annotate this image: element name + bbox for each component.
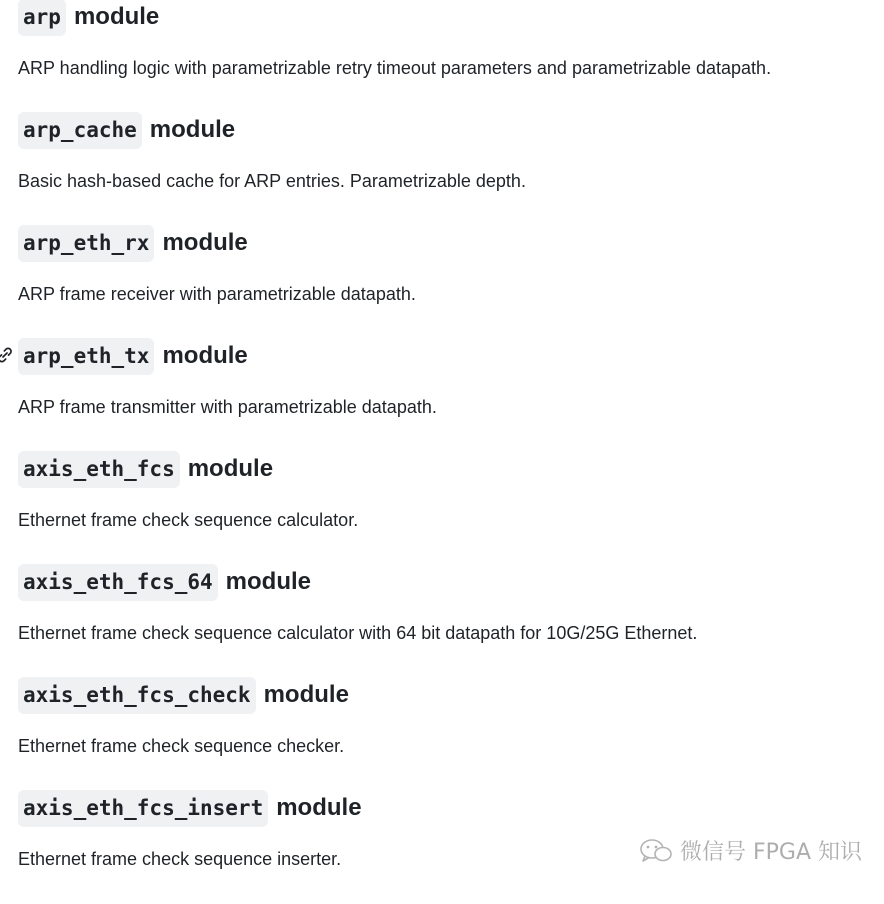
section-heading[interactable] bbox=[18, 791, 362, 825]
section-description: ARP handling logic with parametrizable retry timeout parameters and parametrizable datapath. bbox=[18, 58, 772, 78]
module-name-code: arp_eth_rx bbox=[18, 225, 154, 262]
module-name-code: arp_cache bbox=[18, 112, 142, 149]
heading-suffix: module bbox=[187, 455, 274, 482]
section-axis-eth-fcs-check bbox=[18, 678, 878, 791]
link-icon[interactable] bbox=[0, 346, 14, 364]
section-description: Ethernet frame check sequence calculator. bbox=[18, 510, 359, 530]
section-description: Basic hash-based cache for ARP entries. Parametrizable depth. bbox=[18, 171, 526, 191]
heading-suffix: module bbox=[162, 229, 248, 256]
section-description: Ethernet frame check sequence checker. bbox=[18, 736, 345, 756]
section-description: ARP frame transmitter with parametrizable datapath. bbox=[18, 397, 437, 417]
watermark bbox=[638, 835, 862, 866]
section-description: Ethernet frame check sequence calculator with 64 bit datapath for 10G/25G Ethernet. bbox=[18, 623, 698, 643]
module-name-code: axis_eth_fcs_check bbox=[18, 677, 256, 714]
module-name-code: axis_eth_fcs_insert bbox=[18, 790, 268, 827]
watermark-text: 微信号 FPGA 知识 bbox=[679, 840, 862, 865]
heading-suffix: module bbox=[73, 3, 160, 30]
heading-suffix: module bbox=[162, 342, 248, 369]
section-axis-eth-fcs-64 bbox=[18, 565, 878, 678]
section-heading[interactable] bbox=[18, 339, 248, 373]
module-name-code: arp_eth_tx bbox=[18, 338, 154, 375]
section-heading[interactable] bbox=[18, 678, 349, 712]
section-description: ARP frame receiver with parametrizable datapath. bbox=[18, 284, 416, 304]
section-heading[interactable] bbox=[18, 226, 248, 260]
heading-suffix: module bbox=[149, 116, 236, 143]
section-heading[interactable] bbox=[18, 113, 235, 147]
section-arp-eth-tx bbox=[18, 339, 878, 452]
module-name-code: axis_eth_fcs bbox=[18, 451, 180, 488]
section-axis-eth-fcs bbox=[18, 452, 878, 565]
wechat-icon bbox=[638, 837, 674, 865]
module-name-code: axis_eth_fcs_64 bbox=[18, 564, 218, 601]
section-heading[interactable] bbox=[18, 565, 311, 599]
heading-suffix: module bbox=[276, 794, 362, 821]
heading-suffix: module bbox=[263, 681, 349, 708]
module-name-code: arp bbox=[18, 0, 66, 36]
heading-suffix: module bbox=[225, 568, 311, 595]
section-arp-eth-rx bbox=[18, 226, 878, 339]
section-description: Ethernet frame check sequence inserter. bbox=[18, 849, 342, 869]
section-arp-cache bbox=[18, 113, 878, 226]
section-arp bbox=[18, 0, 878, 113]
section-heading[interactable] bbox=[18, 0, 159, 34]
section-heading[interactable] bbox=[18, 452, 273, 486]
